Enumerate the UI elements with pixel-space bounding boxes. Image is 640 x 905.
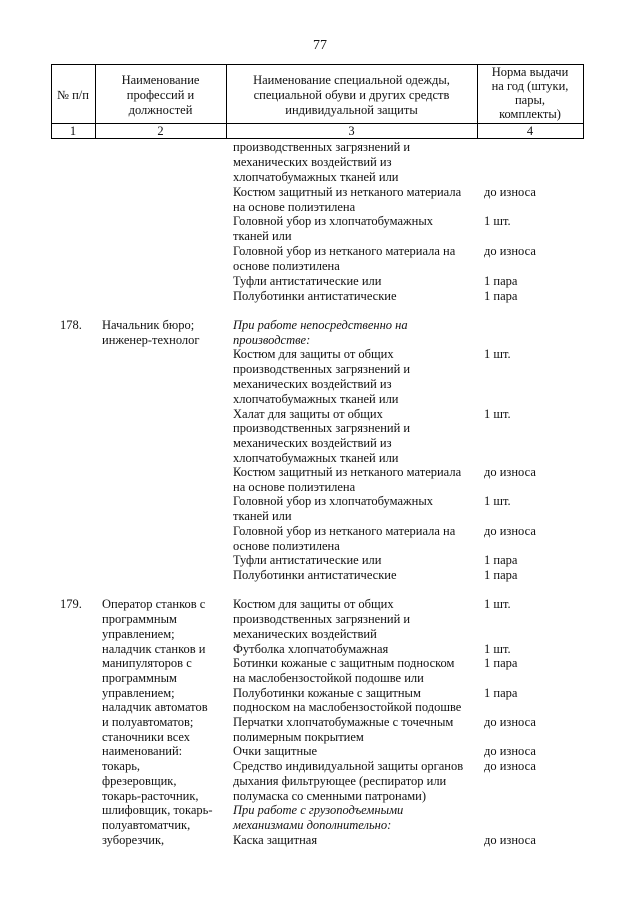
continuation-item-line: механических воздействий из xyxy=(233,155,392,169)
row-179-item-line: подноском на маслобензостойкой подошве xyxy=(233,700,462,714)
row-178-profession-line: инженер-технолог xyxy=(102,333,200,347)
row-178-item-line: механических воздействий из xyxy=(233,377,392,391)
header-col4-line: комплекты) xyxy=(499,107,561,121)
row-178-norm: до износа xyxy=(484,465,536,479)
column-number: 2 xyxy=(157,124,164,138)
row-179-profession-line: фрезеровщик, xyxy=(102,774,177,788)
row-179-profession-line: наладчик автоматов xyxy=(102,700,208,714)
row-178-item-line: производственных загрязнений и xyxy=(233,421,411,435)
continuation-norm: 1 пара xyxy=(484,274,518,288)
row-178-norm: до износа xyxy=(484,524,536,538)
continuation-norm: до износа xyxy=(484,244,536,258)
continuation-item-line: тканей или xyxy=(233,229,292,243)
header-col3-line: Наименование специальной одежды, xyxy=(253,73,450,87)
row-179-norm: 1 шт. xyxy=(484,642,511,656)
row-179-profession-line: шлифовщик, токарь- xyxy=(102,803,213,817)
row-179-profession-line: наладчик станков и xyxy=(102,642,206,656)
header-col1: № п/п xyxy=(57,88,89,102)
row-179-number: 179. xyxy=(60,597,82,611)
row-178-item-line: основе полиэтилена xyxy=(233,539,340,553)
continuation-item-line: производственных загрязнений и xyxy=(233,140,411,154)
row-179-profession-line: управлением; xyxy=(102,627,175,641)
row-178-item-line: Костюм для защиты от общих xyxy=(233,347,394,361)
header-col4-line: Норма выдачи xyxy=(491,65,569,79)
row-179-profession-line: наименований: xyxy=(102,744,183,758)
continuation-item-line: Полуботинки антистатические xyxy=(233,289,397,303)
row-178-item-line: производстве: xyxy=(233,333,311,347)
row-178-item-line: Полуботинки антистатические xyxy=(233,568,397,582)
header-col4-line: на год (штуки, xyxy=(491,79,569,93)
page-number: 77 xyxy=(313,38,327,53)
header-col3-line: индивидуальной защиты xyxy=(285,103,418,117)
row-178-number: 178. xyxy=(60,318,82,332)
row-179-profession-line: программным xyxy=(102,612,177,626)
row-179-norm: до износа xyxy=(484,715,536,729)
row-179-item-line: Перчатки хлопчатобумажные с точечным xyxy=(233,715,454,729)
row-178-item-line: хлопчатобумажных тканей или xyxy=(233,451,399,465)
header-col4-line: пары, xyxy=(514,93,545,107)
row-178-item-line: производственных загрязнений и xyxy=(233,362,411,376)
row-178-item-line: хлопчатобумажных тканей или xyxy=(233,392,399,406)
row-178-item-line: механических воздействий из xyxy=(233,436,392,450)
row-178-norm: 1 пара xyxy=(484,568,518,582)
header-col2-line: Наименование xyxy=(121,73,200,87)
row-179-item-line: Очки защитные xyxy=(233,744,318,758)
header-col3-line: специальной обуви и других средств xyxy=(253,88,450,102)
column-number: 1 xyxy=(69,124,77,138)
continuation-norm: 1 шт. xyxy=(484,214,511,228)
table-right-rule xyxy=(583,64,584,139)
row-179-norm: до износа xyxy=(484,759,536,773)
continuation-item-line: Туфли антистатические или xyxy=(233,274,382,288)
continuation-item-line: основе полиэтилена xyxy=(233,259,340,273)
row-179-item-line: Средство индивидуальной защиты органов xyxy=(233,759,464,773)
row-179-norm: до износа xyxy=(484,744,536,758)
row-178-item-line: При работе непосредственно на xyxy=(233,318,408,332)
column-number: 3 xyxy=(348,124,355,138)
row-179-item-line: полумаска со сменными патронами) xyxy=(233,789,427,803)
row-179-profession-line: станочники всех xyxy=(102,730,191,744)
row-179-item-line: механических воздействий xyxy=(233,627,377,641)
row-179-profession-line: и полуавтоматов; xyxy=(102,715,194,729)
row-179-profession-line: токарь, xyxy=(102,759,141,773)
row-179-item-line: механизмами дополнительно: xyxy=(233,818,392,832)
continuation-norm: 1 пара xyxy=(484,289,518,303)
row-179-profession-line: управлением; xyxy=(102,686,175,700)
row-178-item-line: Халат для защиты от общих xyxy=(233,407,383,421)
row-179-norm: 1 пара xyxy=(484,656,518,670)
row-178-norm: 1 пара xyxy=(484,553,518,567)
column-number: 4 xyxy=(526,124,534,138)
row-178-profession-line: Начальник бюро; xyxy=(102,318,195,332)
row-179-item-line: Каска защитная xyxy=(233,833,318,847)
continuation-item-line: Головной убор из хлопчатобумажных xyxy=(233,214,433,228)
row-179-item-line: на маслобензостойкой подошве или xyxy=(233,671,424,685)
continuation-item-line: на основе полиэтилена xyxy=(233,200,356,214)
header-col2-line: профессий и xyxy=(126,88,195,102)
row-179-profession-line: программным xyxy=(102,671,177,685)
header-col2-line: должностей xyxy=(128,103,193,117)
continuation-item-line: хлопчатобумажных тканей или xyxy=(233,170,399,184)
row-179-item-line: При работе с грузоподъемными xyxy=(233,803,404,817)
row-178-item-line: Головной убор из хлопчатобумажных xyxy=(233,494,433,508)
row-178-item-line: тканей или xyxy=(233,509,292,523)
continuation-item-line: Костюм защитный из нетканого материала xyxy=(233,185,462,199)
row-179-norm: 1 пара xyxy=(484,686,518,700)
row-178-item-line: Костюм защитный из нетканого материала xyxy=(233,465,462,479)
row-179-norm: 1 шт. xyxy=(484,597,511,611)
row-178-norm: 1 шт. xyxy=(484,347,511,361)
row-179-profession-line: токарь-расточник, xyxy=(102,789,199,803)
row-179-item-line: полимерным покрытием xyxy=(233,730,364,744)
row-179-profession-line: зуборезчик, xyxy=(102,833,165,847)
row-179-item-line: Ботинки кожаные с защитным подноском xyxy=(233,656,455,670)
row-178-norm: 1 шт. xyxy=(484,407,511,421)
row-179-norm: до износа xyxy=(484,833,536,847)
row-179-profession-line: Оператор станков с xyxy=(102,597,206,611)
row-179-item-line: Полуботинки кожаные с защитным xyxy=(233,686,421,700)
row-178-item-line: Туфли антистатические или xyxy=(233,553,382,567)
continuation-norm: до износа xyxy=(484,185,536,199)
row-178-item-line: на основе полиэтилена xyxy=(233,480,356,494)
row-179-item-line: дыхания фильтрующее (респиратор или xyxy=(233,774,447,788)
row-179-item-line: Футболка хлопчатобумажная xyxy=(233,642,389,656)
row-178-norm: 1 шт. xyxy=(484,494,511,508)
row-179-item-line: Костюм для защиты от общих xyxy=(233,597,394,611)
row-179-item-line: производственных загрязнений и xyxy=(233,612,411,626)
row-179-profession-line: полуавтоматчик, xyxy=(102,818,191,832)
row-178-item-line: Головной убор из нетканого материала на xyxy=(233,524,456,538)
row-179-profession-line: манипуляторов с xyxy=(102,656,192,670)
continuation-item-line: Головной убор из нетканого материала на xyxy=(233,244,456,258)
